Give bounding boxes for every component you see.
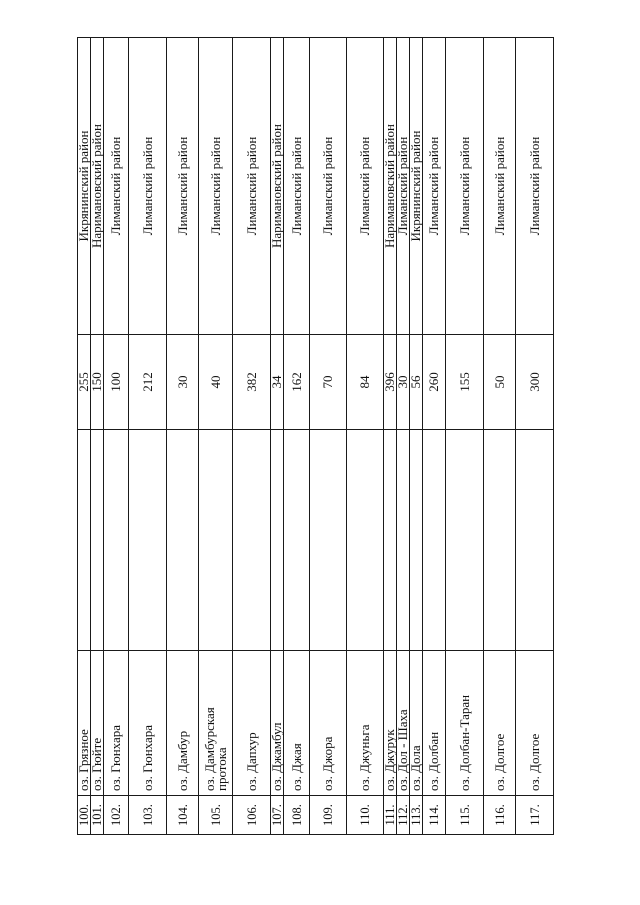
row-number: 102. <box>104 796 129 835</box>
lake-area: 56 <box>410 335 423 430</box>
district-name: Лиманский район <box>423 38 446 335</box>
lake-name: оз. Дамбур <box>167 651 199 796</box>
lake-name: оз. Долбан <box>423 651 446 796</box>
row-number: 114. <box>423 796 446 835</box>
district-name: Лиманский район <box>167 38 199 335</box>
lake-area: 155 <box>446 335 484 430</box>
lake-area: 260 <box>423 335 446 430</box>
district-name: Лиманский район <box>199 38 233 335</box>
lake-area: 162 <box>284 335 310 430</box>
row-number: 117. <box>516 796 554 835</box>
lake-name: оз. Дапхур <box>233 651 271 796</box>
lake-name: оз. Джора <box>310 651 347 796</box>
lake-area: 100 <box>104 335 129 430</box>
lake-name: оз. Джая <box>284 651 310 796</box>
district-name: Наримановский район <box>271 38 284 335</box>
table-row <box>91 38 104 835</box>
district-name: Икрянинский район <box>78 38 91 335</box>
lake-name: оз. Гюйте <box>91 651 104 796</box>
table-row <box>199 38 233 835</box>
empty-cell <box>78 430 91 651</box>
rotated-table-wrapper <box>77 83 554 835</box>
district-name: Лиманский район <box>233 38 271 335</box>
empty-cell <box>384 430 397 651</box>
table-row <box>271 38 284 835</box>
lake-name: оз. Дола <box>410 651 423 796</box>
empty-cell <box>347 430 384 651</box>
table-row <box>104 38 129 835</box>
lake-name: оз. Грязное <box>78 651 91 796</box>
table-row <box>233 38 271 835</box>
district-name: Лиманский район <box>310 38 347 335</box>
table-row <box>167 38 199 835</box>
table-row <box>410 38 423 835</box>
lake-area: 30 <box>167 335 199 430</box>
lake-name: оз. Джамбул <box>271 651 284 796</box>
lake-name: оз. Долгое <box>516 651 554 796</box>
row-number: 115. <box>446 796 484 835</box>
table-row <box>310 38 347 835</box>
row-number: 105. <box>199 796 233 835</box>
table-row <box>446 38 484 835</box>
empty-cell <box>104 430 129 651</box>
row-number: 112. <box>397 796 410 835</box>
row-number: 107. <box>271 796 284 835</box>
lake-name <box>199 651 233 796</box>
lake-area: 40 <box>199 335 233 430</box>
row-number: 111. <box>384 796 397 835</box>
empty-cell <box>446 430 484 651</box>
empty-cell <box>410 430 423 651</box>
empty-cell <box>167 430 199 651</box>
district-name: Лиманский район <box>397 38 410 335</box>
empty-cell <box>271 430 284 651</box>
row-number: 101. <box>91 796 104 835</box>
lake-name-line1: оз. Дамбурская <box>201 707 217 791</box>
lake-area: 30 <box>397 335 410 430</box>
empty-cell <box>91 430 104 651</box>
lake-name: оз. Джурук <box>384 651 397 796</box>
lake-area: 70 <box>310 335 347 430</box>
row-number: 100. <box>78 796 91 835</box>
table-row <box>347 38 384 835</box>
empty-cell <box>129 430 167 651</box>
row-number: 110. <box>347 796 384 835</box>
district-name: Наримановский район <box>384 38 397 335</box>
empty-cell <box>397 430 410 651</box>
district-name: Лиманский район <box>284 38 310 335</box>
lake-name: оз. Долгое <box>484 651 516 796</box>
empty-cell <box>199 430 233 651</box>
lakes-table <box>77 37 554 835</box>
empty-cell <box>233 430 271 651</box>
row-number: 104. <box>167 796 199 835</box>
lake-area: 50 <box>484 335 516 430</box>
empty-cell <box>516 430 554 651</box>
lake-area: 150 <box>91 335 104 430</box>
lake-area: 34 <box>271 335 284 430</box>
table-row <box>284 38 310 835</box>
lake-name-line2: протока <box>213 747 229 791</box>
row-number: 103. <box>129 796 167 835</box>
row-number: 108. <box>284 796 310 835</box>
table-row <box>423 38 446 835</box>
lake-area: 255 <box>78 335 91 430</box>
table-row <box>129 38 167 835</box>
empty-cell <box>284 430 310 651</box>
lake-name: оз. Долбан-Таран <box>446 651 484 796</box>
district-name: Икрянинский район <box>410 38 423 335</box>
district-name: Лиманский район <box>446 38 484 335</box>
lake-area: 396 <box>384 335 397 430</box>
district-name: Лиманский район <box>347 38 384 335</box>
district-name: Лиманский район <box>484 38 516 335</box>
empty-cell <box>310 430 347 651</box>
row-number: 116. <box>484 796 516 835</box>
table-row <box>516 38 554 835</box>
empty-cell <box>484 430 516 651</box>
lake-name: оз. Гюнхара <box>104 651 129 796</box>
lake-area: 382 <box>233 335 271 430</box>
row-number: 109. <box>310 796 347 835</box>
lake-name: оз. Джуньга <box>347 651 384 796</box>
district-name: Наримановский район <box>91 38 104 335</box>
empty-cell <box>423 430 446 651</box>
row-number: 106. <box>233 796 271 835</box>
row-number: 113. <box>410 796 423 835</box>
lake-name: оз. Гюнхара <box>129 651 167 796</box>
table-row <box>484 38 516 835</box>
district-name: Лиманский район <box>129 38 167 335</box>
lake-name: оз. Дол - Шаха <box>397 651 410 796</box>
lake-area: 300 <box>516 335 554 430</box>
district-name: Лиманский район <box>516 38 554 335</box>
lake-area: 212 <box>129 335 167 430</box>
lake-area: 84 <box>347 335 384 430</box>
district-name: Лиманский район <box>104 38 129 335</box>
